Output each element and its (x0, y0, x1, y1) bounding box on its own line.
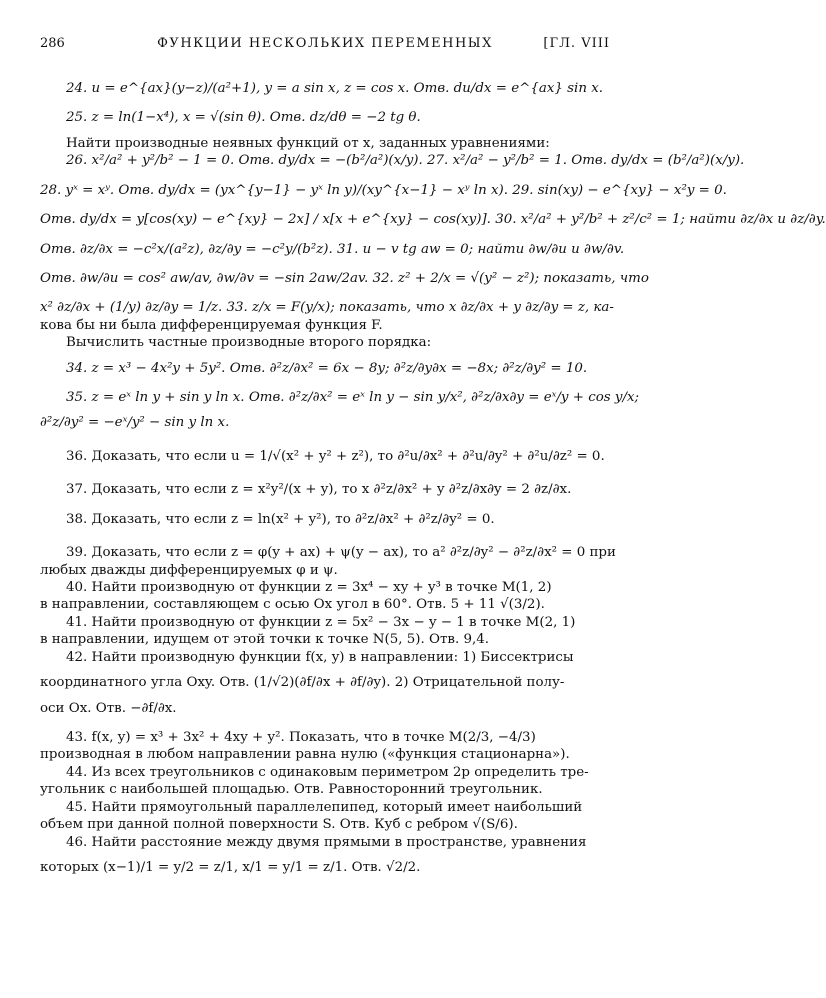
problem-39-cont: любых дважды дифференцируемых φ и ψ. (40, 562, 338, 578)
problem-40: 40. Найти производную от функции z = 3x⁴ − xy + y³ в точке M(1, 2) (66, 580, 552, 596)
problem-35: 35. z = eˣ ln y + sin y ln x. Отв. ∂²z/∂x² = eˣ ln y − sin y/x², ∂²z/∂x∂y = eˣ/y + cos y/x; (66, 390, 640, 406)
problem-42: 42. Найти производную функции f(x, y) в направлении: 1) Биссектрисы (66, 649, 574, 665)
problem-37: 37. Доказать, что если z = x²y²/(x + y), то x ∂²z/∂x² + y ∂²z/∂x∂y = 2 ∂z/∂x. (66, 482, 572, 498)
problem-44: 44. Из всех треугольников с одинаковым периметром 2p определить тре- (66, 764, 589, 780)
problem-28-29: 28. yˣ = xʸ. Отв. dy/dx = (yx^{y−1} − yˣ ln y)/(xy^{x−1} − xʸ ln x). 29. sin(xy) − e^{xy} − x²y = 0. (40, 182, 727, 198)
running-header (40, 36, 610, 56)
problem-45: 45. Найти прямоугольный параллелепипед, который имеет наибольший (66, 799, 583, 815)
page-number: 286 (40, 36, 65, 51)
problem-35-cont: ∂²z/∂y² = −eˣ/y² − sin y ln x. (40, 415, 230, 431)
problem-44-cont: угольник с наибольшей площадью. Отв. Равносторонний треугольник. (40, 782, 543, 798)
problem-26-27: 26. x²/a² + y²/b² − 1 = 0. Отв. dy/dx = −(b²/a²)(x/y). 27. x²/a² − y²/b² = 1. Отв. dy/dx = (b²/a²)(x/y). (66, 153, 745, 169)
problem-40-cont: в направлении, составляющем с осью Ox угол в 60°. Отв. 5 + 11 √(3/2). (40, 597, 545, 613)
problem-36: 36. Доказать, что если u = 1/√(x² + y² + z²), то ∂²u/∂x² + ∂²u/∂y² + ∂²u/∂z² = 0. (66, 448, 605, 464)
problem-25: 25. z = ln(1−x⁴), x = √(sin θ). Отв. dz/dθ = −2 tg θ. (66, 110, 421, 126)
problem-43: 43. f(x, y) = x³ + 3x² + 4xy + y². Показать, что в точке M(2/3, −4/3) (66, 729, 536, 745)
problem-46-cont: которых (x−1)/1 = y/2 = z/1, x/1 = y/1 = z/1. Отв. √2/2. (40, 859, 421, 875)
problem-33-cont: кова бы ни была дифференцируемая функция F. (40, 317, 383, 333)
problem-42-cont: координатного угла Oxy. Отв. (1/√2)(∂f/∂x + ∂f/∂y). 2) Отрицательной полу- (40, 675, 565, 691)
section-second-derivatives: Вычислить частные производные второго порядка: (66, 335, 432, 351)
problem-42-end: оси Ox. Отв. −∂f/∂x. (40, 700, 177, 716)
problem-30-answer-31: Отв. ∂z/∂x = −c²x/(a²z), ∂z/∂y = −c²y/(b²z). 31. u − v tg aw = 0; найти ∂w/∂u и ∂w/∂v. (40, 241, 625, 257)
problem-29-answer-30: Отв. dy/dx = y[cos(xy) − e^{xy} − 2x] / x[x + e^{xy} − cos(xy)]. 30. x²/a² + y²/b² + z²/c² = 1; найти ∂z/∂x и ∂z/∂y. (40, 212, 826, 228)
problem-38: 38. Доказать, что если z = ln(x² + y²), то ∂²z/∂x² + ∂²z/∂y² = 0. (66, 511, 495, 527)
running-title: ФУНКЦИИ НЕСКОЛЬКИХ ПЕРЕМЕННЫХ (157, 36, 493, 51)
page-body (40, 80, 826, 876)
problem-31-answer-32: Отв. ∂w/∂u = cos² aw/av, ∂w/∂v = −sin 2aw/2av. 32. z² + 2/x = √(y² − z²); показать, что (40, 270, 649, 286)
problem-24: 24. u = e^{ax}(y−z)/(a²+1), y = a sin x, z = cos x. Отв. du/dx = e^{ax} sin x. (66, 81, 604, 96)
problem-46: 46. Найти расстояние между двумя прямыми в пространстве, уравнения (66, 834, 587, 850)
problem-45-cont: объем при данной полной поверхности S. Отв. Куб с ребром √(S/6). (40, 817, 518, 833)
chapter-label: [ГЛ. VIII (543, 36, 610, 51)
problem-43-cont: производная в любом направлении равна нулю («функция стационарна»). (40, 747, 570, 763)
problem-39: 39. Доказать, что если z = φ(y + ax) + ψ(y − ax), то a² ∂²z/∂y² − ∂²z/∂x² = 0 при (66, 545, 616, 561)
problem-34: 34. z = x³ − 4x²y + 5y². Отв. ∂²z/∂x² = 6x − 8y; ∂²z/∂y∂x = −8x; ∂²z/∂y² = 10. (66, 360, 588, 376)
problem-41-cont: в направлении, идущем от этой точки к точке N(5, 5). Отв. 9,4. (40, 632, 490, 648)
problem-41: 41. Найти производную от функции z = 5x² − 3x − y − 1 в точке M(2, 1) (66, 614, 576, 630)
problem-32-33: x² ∂z/∂x + (1/y) ∂z/∂y = 1/z. 33. z/x = F(y/x); показать, что x ∂z/∂x + y ∂z/∂y = z, ка- (40, 300, 614, 316)
section-implicit-derivatives: Найти производные неявных функций от x, заданных уравнениями: (66, 135, 550, 151)
